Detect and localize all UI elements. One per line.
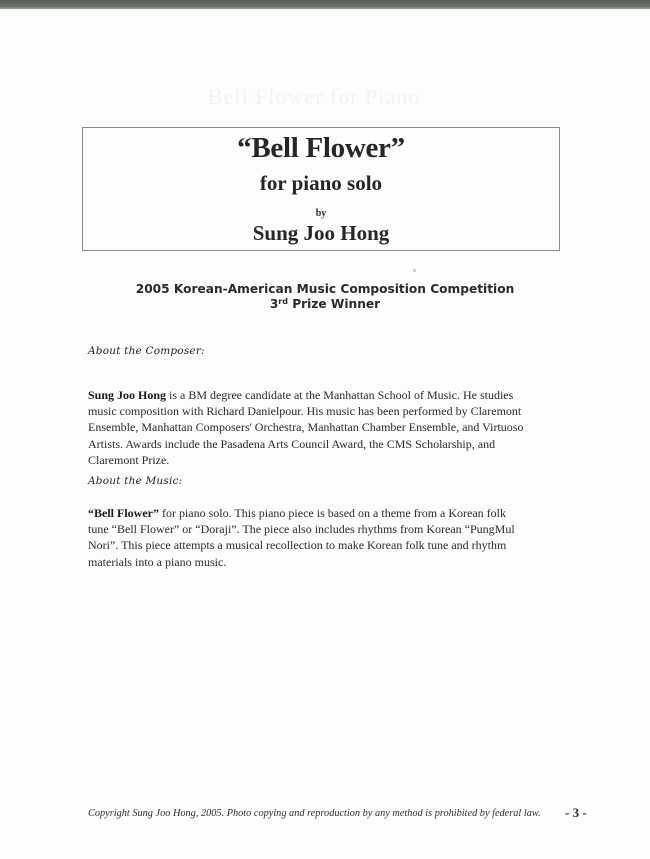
- about-composer-paragraph: [88, 387, 558, 468]
- paragraph-line: Nori”. This piece attempts a musical recollection to make Korean folk tune and rhythm: [88, 538, 507, 553]
- scan-speck: [413, 269, 416, 272]
- competition-notice: [100, 282, 550, 312]
- prize-ordinal-suffix: rd: [278, 297, 288, 306]
- piece-title: “Bell Flower”: [237, 132, 405, 164]
- paragraph-line: Sung Joo Hong is a BM degree candidate at the Manhattan School of Music. He studies: [88, 388, 514, 402]
- copyright-footer: Copyright Sung Joo Hong, 2005. Photo copying and reproduction by any method is prohibited by federal law.: [88, 808, 541, 819]
- paragraph-line: Artists. Awards include the Pasadena Arts Council Award, the CMS Scholarship, and: [88, 436, 496, 451]
- paragraph-line: tune “Bell Flower” or “Doraji”. The piece also includes rhythms from Korean “PungMul: [88, 522, 515, 537]
- paragraph-line: Ensemble, Manhattan Composers' Orchestra, Manhattan Chamber Ensemble, and Virtuoso: [88, 420, 524, 435]
- prize-label: Prize Winner: [287, 297, 381, 311]
- paragraph-line: “Bell Flower” for piano solo. This piano piece is based on a theme from a Korean folk: [88, 506, 506, 520]
- by-label: by: [315, 208, 327, 219]
- composer-name: Sung Joo Hong: [252, 221, 390, 245]
- prize-line: [100, 297, 550, 312]
- piece-subtitle: for piano solo: [259, 171, 383, 195]
- scanner-edge-bar: [0, 0, 650, 9]
- page-number: - 3 -: [565, 805, 587, 820]
- paragraph-line: music composition with Richard Danielpour. His music has been performed by Claremont: [88, 404, 522, 419]
- composer-name-bold: Sung Joo Hong: [88, 388, 167, 402]
- about-music-paragraph: [88, 505, 558, 570]
- title-box: [82, 127, 560, 251]
- prize-number: 3: [269, 297, 279, 311]
- paragraph-line: Claremont Prize.: [88, 452, 170, 467]
- about-composer-heading: About the Composer:: [88, 345, 205, 357]
- bleed-through-text: Bell Flower for Piano: [208, 84, 421, 109]
- about-music-heading: About the Music:: [88, 475, 183, 487]
- competition-name: 2005 Korean-American Music Composition Competition: [135, 282, 515, 296]
- paragraph-line: materials into a piano music.: [88, 554, 227, 569]
- piece-title-bold: “Bell Flower”: [88, 506, 159, 520]
